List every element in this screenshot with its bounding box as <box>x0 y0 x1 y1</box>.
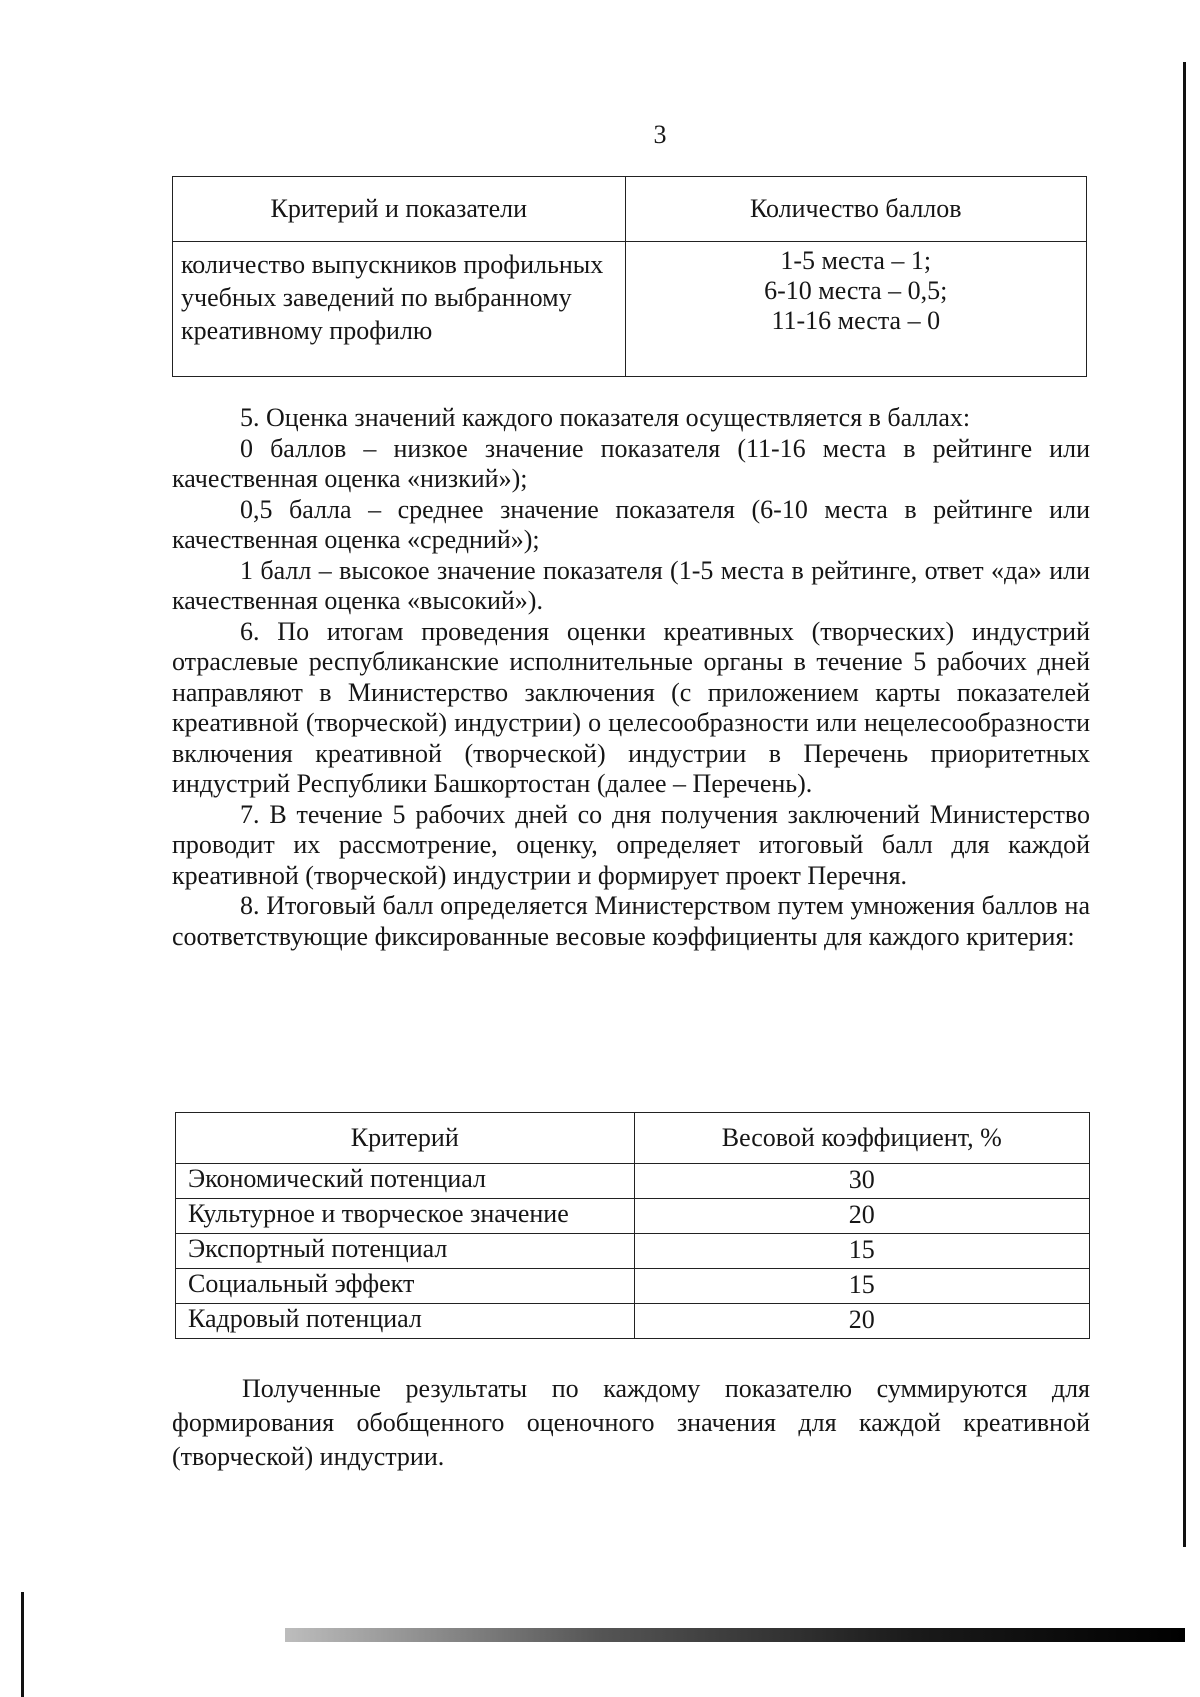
column-header-scores: Количество баллов <box>625 177 1086 242</box>
criterion-name: Экспортный потенциал <box>176 1234 635 1269</box>
column-header-weight: Весовой коэффициент, % <box>634 1113 1089 1164</box>
criterion-name: Культурное и творческое значение <box>176 1199 635 1234</box>
page-number: 3 <box>653 120 667 149</box>
weight-coefficients-table <box>175 1112 1090 1339</box>
scan-edge-right <box>1183 62 1186 1547</box>
score-line: 1-5 места – 1; <box>780 246 932 275</box>
scan-edge-left <box>21 1592 24 1697</box>
paragraph-5: 5. Оценка значений каждого показателя осуществляется в баллах: <box>240 403 971 432</box>
table-header-row <box>173 177 1087 242</box>
body-text <box>172 403 1090 952</box>
table-row <box>176 1199 1090 1234</box>
scores-cell <box>625 242 1086 377</box>
weight-value: 30 <box>634 1164 1089 1199</box>
criterion-name: Кадровый потенциал <box>176 1304 635 1339</box>
table-row <box>173 242 1087 377</box>
paragraph-score-05: 0,5 балла – среднее значение показателя (6-10 места в рейтинге или качественная оценка «средний»); <box>172 494 1090 554</box>
criterion-name: Социальный эффект <box>176 1269 635 1304</box>
column-header-criterion: Критерий <box>176 1113 635 1164</box>
table-row <box>176 1269 1090 1304</box>
table-row <box>176 1304 1090 1339</box>
criterion-cell: количество выпускников профильных учебных заведений по выбранному креативному профилю <box>173 242 626 377</box>
column-header-criteria: Критерий и показатели <box>173 177 626 242</box>
table-row <box>176 1234 1090 1269</box>
criteria-scores-table <box>172 176 1087 377</box>
conclusion-text <box>172 1372 1090 1474</box>
paragraph-score-0: 0 баллов – низкое значение показателя (11-16 места в рейтинге или качественная оценка «низкий»); <box>172 433 1090 493</box>
table-header-row <box>176 1113 1090 1164</box>
paragraph-score-1: 1 балл – высокое значение показателя (1-5 места в рейтинге, ответ «да» или качественная оценка «высокий»). <box>172 555 1090 615</box>
table-row <box>176 1164 1090 1199</box>
scan-edge-bottom <box>285 1628 1185 1642</box>
score-line: 6-10 места – 0,5; <box>764 276 948 305</box>
paragraph-8: 8. Итоговый балл определяется Министерством путем умножения баллов на соответствующие фиксированные весовые коэффициенты для каждого критерия: <box>172 891 1090 951</box>
conclusion-paragraph: Полученные результаты по каждому показателю суммируются для формирования обобщенного оценочного значения для каждой креативной (творческой) индустрии. <box>172 1374 1090 1471</box>
weight-value: 20 <box>634 1304 1089 1339</box>
weight-value: 20 <box>634 1199 1089 1234</box>
criterion-name: Экономический потенциал <box>176 1164 635 1199</box>
weight-value: 15 <box>634 1269 1089 1304</box>
paragraph-6: 6. По итогам проведения оценки креативных (творческих) индустрий отраслевые республиканские исполнительные органы в течение 5 рабочих дней направляют в Министерство заключения (с приложением карты показателей креативной (творческой) индустрии) о целесообразности или нецелесообразности включения креативной (творческой) индустрии в Перечень приоритетных индустрий Республики Башкортостан (далее – Перечень). <box>172 616 1090 798</box>
paragraph-7: 7. В течение 5 рабочих дней со дня получения заключений Министерство проводит их рассмотрение, оценку, определяет итоговый балл для каждой креативной (творческой) индустрии и формирует проект Перечня. <box>172 799 1090 890</box>
score-line: 11-16 места – 0 <box>771 306 941 335</box>
weight-value: 15 <box>634 1234 1089 1269</box>
